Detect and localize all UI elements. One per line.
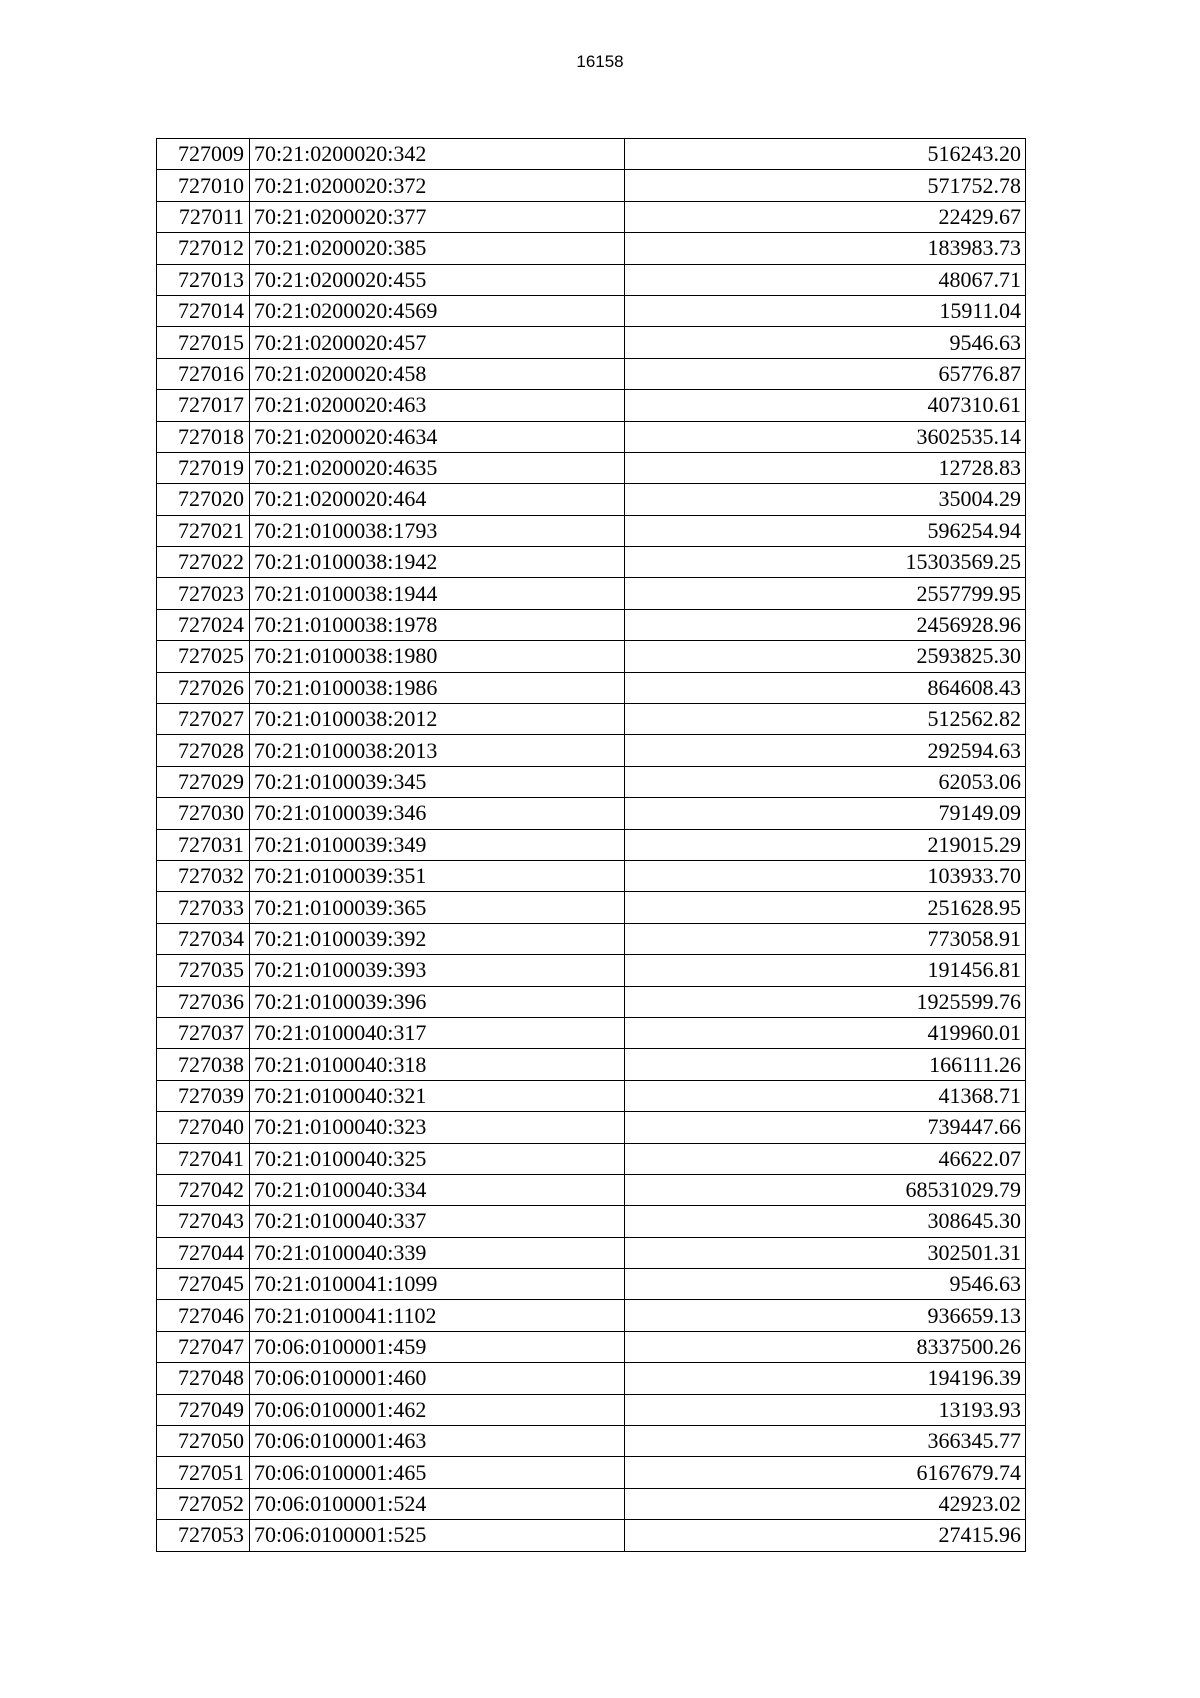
row-id-cell: 727049 — [157, 1394, 250, 1425]
value-cell: 68531029.79 — [625, 1174, 1026, 1205]
cadastral-number-cell: 70:21:0100038:1980 — [250, 641, 625, 672]
value-cell: 6167679.74 — [625, 1457, 1026, 1488]
cadastral-number-cell: 70:06:0100001:462 — [250, 1394, 625, 1425]
cadastral-number-cell: 70:21:0100039:349 — [250, 829, 625, 860]
row-id-cell: 727047 — [157, 1331, 250, 1362]
value-cell: 22429.67 — [625, 201, 1026, 232]
row-id-cell: 727017 — [157, 390, 250, 421]
row-id-cell: 727052 — [157, 1488, 250, 1519]
cadastral-number-cell: 70:06:0100001:460 — [250, 1363, 625, 1394]
table-row — [157, 1080, 1026, 1111]
table-row — [157, 295, 1026, 326]
table-row — [157, 390, 1026, 421]
row-id-cell: 727038 — [157, 1049, 250, 1080]
cadastral-number-cell: 70:21:0200020:385 — [250, 233, 625, 264]
cadastral-number-cell: 70:21:0100038:2013 — [250, 735, 625, 766]
row-id-cell: 727016 — [157, 358, 250, 389]
page-number: 16158 — [576, 52, 624, 71]
cadastral-number-cell: 70:21:0100039:393 — [250, 955, 625, 986]
table-row — [157, 986, 1026, 1017]
table-row — [157, 1017, 1026, 1048]
table-row — [157, 1394, 1026, 1425]
cadastral-number-cell: 70:06:0100001:463 — [250, 1426, 625, 1457]
row-id-cell: 727010 — [157, 170, 250, 201]
row-id-cell: 727051 — [157, 1457, 250, 1488]
cadastral-number-cell: 70:21:0100039:345 — [250, 766, 625, 797]
table-row — [157, 1237, 1026, 1268]
value-cell: 12728.83 — [625, 452, 1026, 483]
value-cell: 9546.63 — [625, 1269, 1026, 1300]
cadastral-number-cell: 70:21:0100039:365 — [250, 892, 625, 923]
row-id-cell: 727033 — [157, 892, 250, 923]
cadastral-number-cell: 70:21:0200020:458 — [250, 358, 625, 389]
value-cell: 219015.29 — [625, 829, 1026, 860]
value-cell: 2557799.95 — [625, 578, 1026, 609]
table-row — [157, 609, 1026, 640]
cadastral-number-cell: 70:21:0100040:317 — [250, 1017, 625, 1048]
row-id-cell: 727018 — [157, 421, 250, 452]
value-cell: 15911.04 — [625, 295, 1026, 326]
value-cell: 739447.66 — [625, 1112, 1026, 1143]
table-row — [157, 641, 1026, 672]
value-cell: 166111.26 — [625, 1049, 1026, 1080]
row-id-cell: 727022 — [157, 547, 250, 578]
value-cell: 407310.61 — [625, 390, 1026, 421]
cadastral-number-cell: 70:21:0200020:342 — [250, 139, 625, 170]
cadastral-number-cell: 70:21:0100039:351 — [250, 860, 625, 891]
cadastral-number-cell: 70:21:0100038:1942 — [250, 547, 625, 578]
row-id-cell: 727053 — [157, 1520, 250, 1551]
table-row — [157, 1049, 1026, 1080]
table-row — [157, 1426, 1026, 1457]
value-cell: 1925599.76 — [625, 986, 1026, 1017]
value-cell: 512562.82 — [625, 704, 1026, 735]
row-id-cell: 727014 — [157, 295, 250, 326]
cadastral-number-cell: 70:21:0100040:334 — [250, 1174, 625, 1205]
cadastral-number-cell: 70:21:0100040:337 — [250, 1206, 625, 1237]
value-cell: 62053.06 — [625, 766, 1026, 797]
row-id-cell: 727021 — [157, 515, 250, 546]
value-cell: 419960.01 — [625, 1017, 1026, 1048]
row-id-cell: 727034 — [157, 923, 250, 954]
table-row — [157, 892, 1026, 923]
value-cell: 251628.95 — [625, 892, 1026, 923]
row-id-cell: 727040 — [157, 1112, 250, 1143]
row-id-cell: 727019 — [157, 452, 250, 483]
value-cell: 366345.77 — [625, 1426, 1026, 1457]
table-row — [157, 452, 1026, 483]
table-row — [157, 1143, 1026, 1174]
row-id-cell: 727041 — [157, 1143, 250, 1174]
value-cell: 302501.31 — [625, 1237, 1026, 1268]
cadastral-number-cell: 70:21:0100040:325 — [250, 1143, 625, 1174]
cadastral-number-cell: 70:21:0200020:455 — [250, 264, 625, 295]
value-cell: 46622.07 — [625, 1143, 1026, 1174]
cadastral-number-cell: 70:21:0200020:4569 — [250, 295, 625, 326]
row-id-cell: 727046 — [157, 1300, 250, 1331]
row-id-cell: 727031 — [157, 829, 250, 860]
row-id-cell: 727029 — [157, 766, 250, 797]
row-id-cell: 727027 — [157, 704, 250, 735]
row-id-cell: 727039 — [157, 1080, 250, 1111]
value-cell: 41368.71 — [625, 1080, 1026, 1111]
cadastral-number-cell: 70:06:0100001:524 — [250, 1488, 625, 1519]
value-cell: 42923.02 — [625, 1488, 1026, 1519]
table-row — [157, 1331, 1026, 1362]
table-row — [157, 672, 1026, 703]
row-id-cell: 727023 — [157, 578, 250, 609]
value-cell: 2456928.96 — [625, 609, 1026, 640]
value-cell: 79149.09 — [625, 798, 1026, 829]
value-cell: 773058.91 — [625, 923, 1026, 954]
cadastral-number-cell: 70:21:0200020:4634 — [250, 421, 625, 452]
table-row — [157, 829, 1026, 860]
data-table — [156, 138, 1026, 1552]
cadastral-number-cell: 70:21:0100040:323 — [250, 1112, 625, 1143]
row-id-cell: 727044 — [157, 1237, 250, 1268]
cadastral-number-cell: 70:21:0200020:464 — [250, 484, 625, 515]
cadastral-number-cell: 70:21:0100041:1099 — [250, 1269, 625, 1300]
table-row — [157, 1457, 1026, 1488]
value-cell: 35004.29 — [625, 484, 1026, 515]
row-id-cell: 727036 — [157, 986, 250, 1017]
value-cell: 308645.30 — [625, 1206, 1026, 1237]
value-cell: 292594.63 — [625, 735, 1026, 766]
cadastral-number-cell: 70:21:0100039:392 — [250, 923, 625, 954]
table-row — [157, 484, 1026, 515]
cadastral-number-cell: 70:21:0100038:1944 — [250, 578, 625, 609]
table-row — [157, 327, 1026, 358]
cadastral-number-cell: 70:21:0100039:346 — [250, 798, 625, 829]
row-id-cell: 727009 — [157, 139, 250, 170]
table-row — [157, 735, 1026, 766]
value-cell: 27415.96 — [625, 1520, 1026, 1551]
table-row — [157, 170, 1026, 201]
value-cell: 864608.43 — [625, 672, 1026, 703]
table-row — [157, 358, 1026, 389]
row-id-cell: 727020 — [157, 484, 250, 515]
table-row — [157, 766, 1026, 797]
cadastral-number-cell: 70:06:0100001:465 — [250, 1457, 625, 1488]
row-id-cell: 727035 — [157, 955, 250, 986]
value-cell: 3602535.14 — [625, 421, 1026, 452]
value-cell: 571752.78 — [625, 170, 1026, 201]
row-id-cell: 727032 — [157, 860, 250, 891]
table-row — [157, 1488, 1026, 1519]
cadastral-number-cell: 70:21:0100040:318 — [250, 1049, 625, 1080]
table-row — [157, 1363, 1026, 1394]
value-cell: 13193.93 — [625, 1394, 1026, 1425]
row-id-cell: 727011 — [157, 201, 250, 232]
row-id-cell: 727037 — [157, 1017, 250, 1048]
cadastral-number-cell: 70:21:0200020:4635 — [250, 452, 625, 483]
value-cell: 103933.70 — [625, 860, 1026, 891]
row-id-cell: 727026 — [157, 672, 250, 703]
value-cell: 2593825.30 — [625, 641, 1026, 672]
table-row — [157, 139, 1026, 170]
table-row — [157, 421, 1026, 452]
table-row — [157, 1206, 1026, 1237]
table-row — [157, 1174, 1026, 1205]
row-id-cell: 727043 — [157, 1206, 250, 1237]
table-row — [157, 798, 1026, 829]
table-row — [157, 1300, 1026, 1331]
value-cell: 15303569.25 — [625, 547, 1026, 578]
row-id-cell: 727030 — [157, 798, 250, 829]
table-row — [157, 923, 1026, 954]
table-row — [157, 955, 1026, 986]
value-cell: 48067.71 — [625, 264, 1026, 295]
cadastral-number-cell: 70:21:0100041:1102 — [250, 1300, 625, 1331]
cadastral-number-cell: 70:21:0100038:1793 — [250, 515, 625, 546]
row-id-cell: 727015 — [157, 327, 250, 358]
row-id-cell: 727028 — [157, 735, 250, 766]
table-body — [157, 139, 1026, 1552]
table-row — [157, 1112, 1026, 1143]
table-row — [157, 578, 1026, 609]
table-row — [157, 547, 1026, 578]
cadastral-number-cell: 70:21:0100038:1978 — [250, 609, 625, 640]
row-id-cell: 727025 — [157, 641, 250, 672]
value-cell: 194196.39 — [625, 1363, 1026, 1394]
row-id-cell: 727048 — [157, 1363, 250, 1394]
table-row — [157, 1269, 1026, 1300]
value-cell: 9546.63 — [625, 327, 1026, 358]
cadastral-number-cell: 70:21:0100040:321 — [250, 1080, 625, 1111]
value-cell: 936659.13 — [625, 1300, 1026, 1331]
table-row — [157, 264, 1026, 295]
cadastral-number-cell: 70:21:0200020:377 — [250, 201, 625, 232]
value-cell: 65776.87 — [625, 358, 1026, 389]
value-cell: 183983.73 — [625, 233, 1026, 264]
value-cell: 516243.20 — [625, 139, 1026, 170]
cadastral-number-cell: 70:21:0100038:2012 — [250, 704, 625, 735]
row-id-cell: 727024 — [157, 609, 250, 640]
cadastral-number-cell: 70:21:0200020:457 — [250, 327, 625, 358]
value-cell: 596254.94 — [625, 515, 1026, 546]
cadastral-number-cell: 70:21:0100040:339 — [250, 1237, 625, 1268]
cadastral-number-cell: 70:21:0100038:1986 — [250, 672, 625, 703]
cadastral-number-cell: 70:06:0100001:525 — [250, 1520, 625, 1551]
row-id-cell: 727012 — [157, 233, 250, 264]
row-id-cell: 727045 — [157, 1269, 250, 1300]
cadastral-number-cell: 70:21:0100039:396 — [250, 986, 625, 1017]
table-row — [157, 704, 1026, 735]
cadastral-number-cell: 70:21:0200020:463 — [250, 390, 625, 421]
table-row — [157, 1520, 1026, 1551]
row-id-cell: 727050 — [157, 1426, 250, 1457]
value-cell: 8337500.26 — [625, 1331, 1026, 1362]
table-row — [157, 860, 1026, 891]
table-row — [157, 233, 1026, 264]
table-row — [157, 201, 1026, 232]
cadastral-number-cell: 70:06:0100001:459 — [250, 1331, 625, 1362]
table-row — [157, 515, 1026, 546]
row-id-cell: 727042 — [157, 1174, 250, 1205]
row-id-cell: 727013 — [157, 264, 250, 295]
cadastral-number-cell: 70:21:0200020:372 — [250, 170, 625, 201]
value-cell: 191456.81 — [625, 955, 1026, 986]
